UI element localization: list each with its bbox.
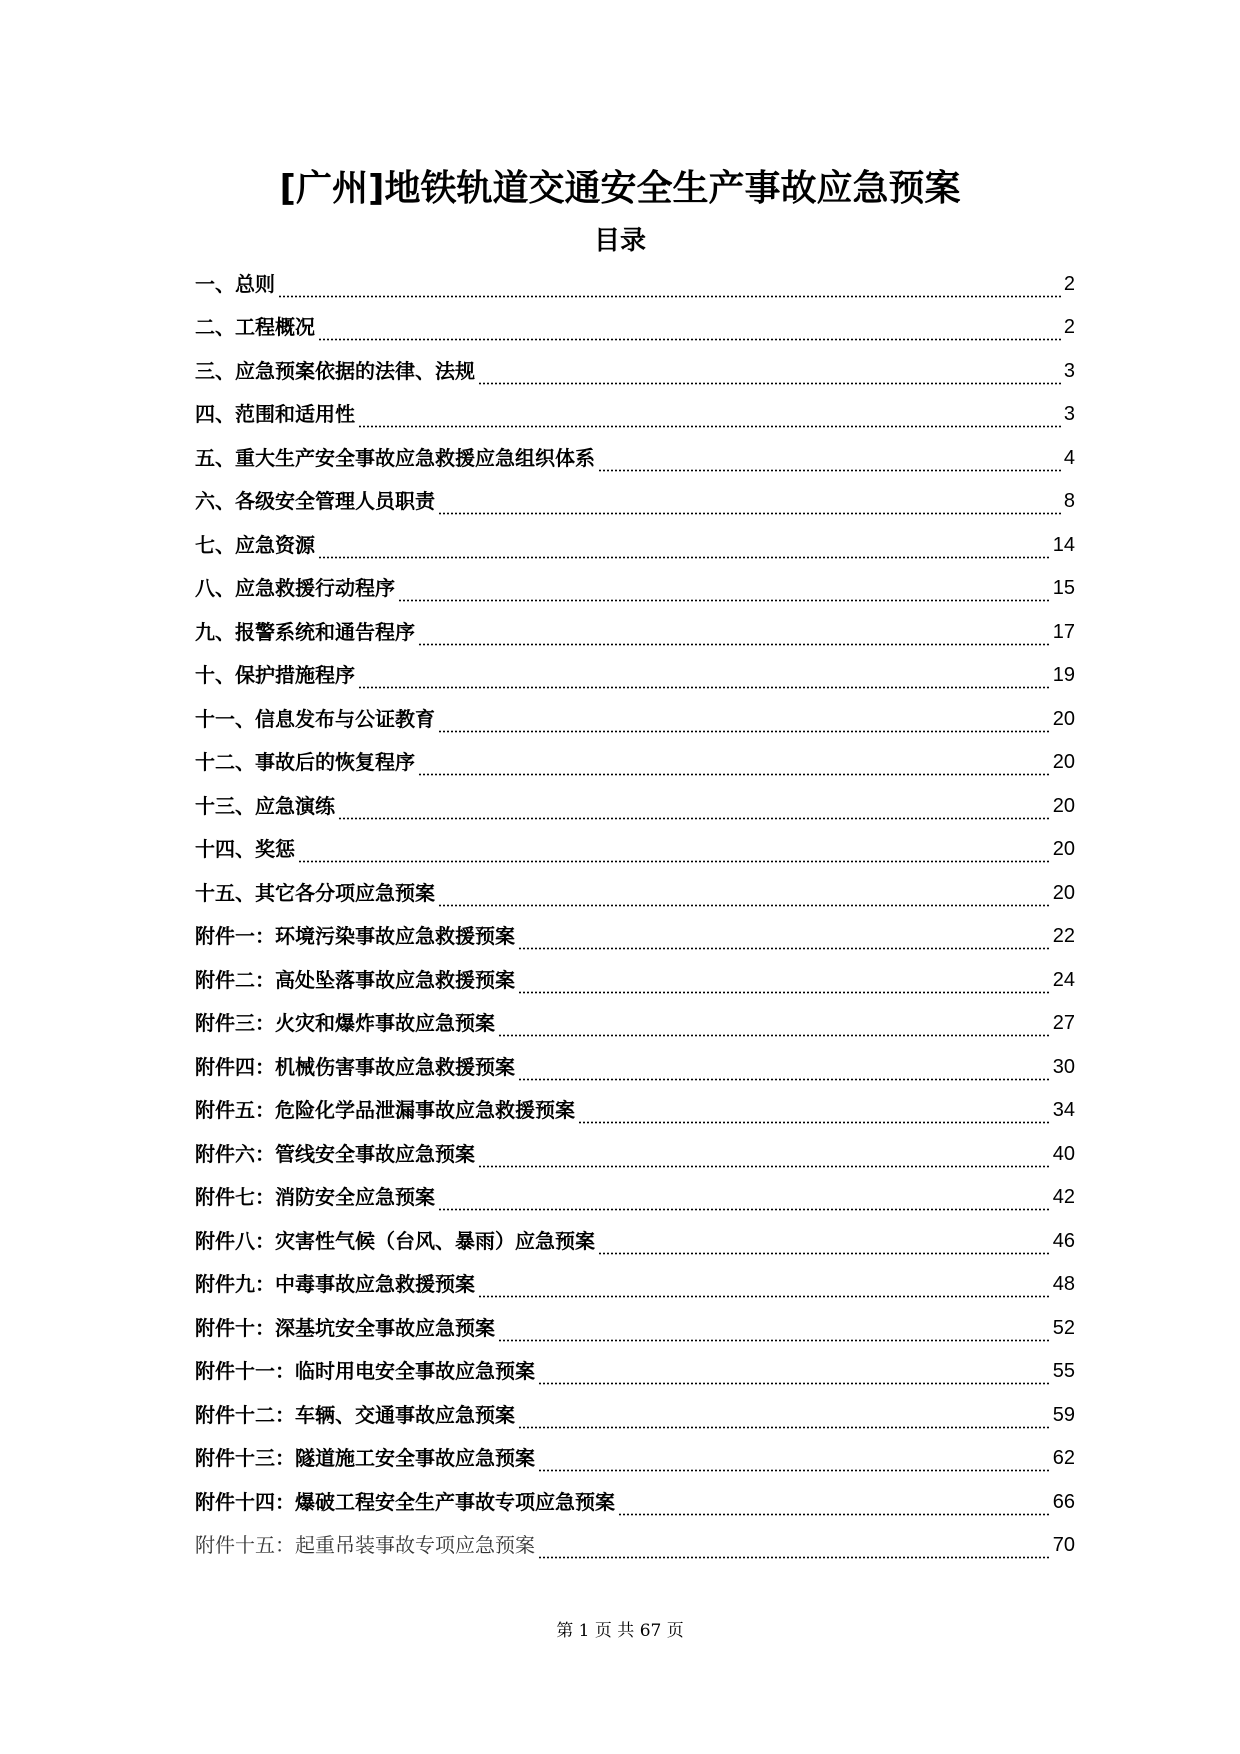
toc-entry-title: 十四、奖惩: [195, 837, 295, 862]
toc-entry-title: 附件十二：车辆、交通事故应急预案: [195, 1402, 515, 1427]
toc-entry[interactable]: [195, 1263, 1075, 1307]
toc-entry[interactable]: [195, 393, 1075, 437]
toc-dot-leader: [618, 1496, 1050, 1516]
toc-page-number: 52: [1052, 1316, 1075, 1339]
toc-entry-title: 附件九：中毒事故应急救援预案: [195, 1272, 475, 1297]
toc-entry[interactable]: [195, 480, 1075, 524]
page-footer: 第 1 页 共 67 页: [556, 1621, 684, 1641]
toc-page-number: 19: [1052, 664, 1075, 687]
toc-page-number: 4: [1063, 446, 1075, 469]
toc-dot-leader: [538, 1539, 1050, 1559]
toc-entry-title: 十五、其它各分项应急预案: [195, 880, 435, 905]
toc-page-number: 30: [1052, 1055, 1075, 1078]
toc-entry-title: 三、应急预案依据的法律、法规: [195, 358, 475, 383]
toc-dot-leader: [438, 713, 1050, 733]
toc-dot-leader: [438, 495, 1061, 515]
toc-entry[interactable]: [195, 1524, 1075, 1568]
toc-entry[interactable]: [195, 741, 1075, 785]
toc-entry[interactable]: [195, 915, 1075, 959]
toc-entry-title: 五、重大生产安全事故应急救援应急组织体系: [195, 445, 595, 470]
toc-dot-leader: [498, 1017, 1050, 1037]
toc-dot-leader: [538, 1365, 1050, 1385]
toc-dot-leader: [278, 278, 1061, 298]
toc-entry-title: 十、保护措施程序: [195, 663, 355, 688]
toc-page-number: 15: [1052, 577, 1075, 600]
toc-dot-leader: [418, 756, 1050, 776]
toc-page-number: 20: [1052, 838, 1075, 861]
toc-entry-title: 七、应急资源: [195, 532, 315, 557]
toc-entry-title: 九、报警系统和通告程序: [195, 619, 415, 644]
toc-entry-title: 附件十五：起重吊装事故专项应急预案: [195, 1533, 535, 1558]
toc-entry[interactable]: [195, 262, 1075, 306]
toc-entry[interactable]: [195, 1176, 1075, 1220]
toc-entry-title: 附件七：消防安全应急预案: [195, 1185, 435, 1210]
toc-page-number: 2: [1063, 272, 1075, 295]
toc-dot-leader: [298, 843, 1050, 863]
toc-entry-title: 附件二：高处坠落事故应急救援预案: [195, 967, 515, 992]
toc-entry[interactable]: [195, 1132, 1075, 1176]
toc-entry[interactable]: [195, 1350, 1075, 1394]
toc-dot-leader: [358, 408, 1061, 428]
toc-page-number: 20: [1052, 881, 1075, 904]
table-of-contents: [195, 262, 1075, 1567]
toc-entry-title: 附件十：深基坑安全事故应急预案: [195, 1315, 495, 1340]
toc-page-number: 27: [1052, 1012, 1075, 1035]
toc-entry-title: 附件十一：临时用电安全事故应急预案: [195, 1359, 535, 1384]
toc-entry[interactable]: [195, 523, 1075, 567]
toc-entry[interactable]: [195, 697, 1075, 741]
toc-entry[interactable]: [195, 828, 1075, 872]
toc-entry[interactable]: [195, 871, 1075, 915]
toc-dot-leader: [598, 1235, 1050, 1255]
toc-page-number: 34: [1052, 1099, 1075, 1122]
toc-dot-leader: [318, 539, 1050, 559]
toc-page-number: 70: [1052, 1534, 1075, 1557]
toc-entry-title: 附件一：环境污染事故应急救援预案: [195, 924, 515, 949]
toc-dot-leader: [478, 365, 1061, 385]
toc-dot-leader: [598, 452, 1061, 472]
toc-page-number: 20: [1052, 707, 1075, 730]
toc-entry-title: 十三、应急演练: [195, 793, 335, 818]
toc-dot-leader: [498, 1322, 1050, 1342]
toc-page-number: 3: [1063, 403, 1075, 426]
toc-page-number: 20: [1052, 794, 1075, 817]
toc-entry[interactable]: [195, 610, 1075, 654]
toc-entry-title: 一、总则: [195, 271, 275, 296]
toc-page-number: 42: [1052, 1186, 1075, 1209]
toc-entry[interactable]: [195, 1045, 1075, 1089]
toc-dot-leader: [438, 1191, 1050, 1211]
toc-entry[interactable]: [195, 1306, 1075, 1350]
toc-dot-leader: [518, 1061, 1050, 1081]
toc-entry[interactable]: [195, 1219, 1075, 1263]
toc-page-number: 3: [1063, 359, 1075, 382]
toc-entry[interactable]: [195, 1089, 1075, 1133]
document-title: [广州]地铁轨道交通安全生产事故应急预案: [279, 168, 961, 209]
toc-entry[interactable]: [195, 1393, 1075, 1437]
toc-dot-leader: [478, 1278, 1050, 1298]
toc-page-number: 40: [1052, 1142, 1075, 1165]
toc-page-number: 2: [1063, 316, 1075, 339]
toc-entry-title: 附件三：火灾和爆炸事故应急预案: [195, 1011, 495, 1036]
toc-page-number: 8: [1063, 490, 1075, 513]
toc-entry-title: 附件六：管线安全事故应急预案: [195, 1141, 475, 1166]
toc-dot-leader: [538, 1452, 1050, 1472]
toc-page-number: 46: [1052, 1229, 1075, 1252]
toc-entry-title: 八、应急救援行动程序: [195, 576, 395, 601]
toc-dot-leader: [578, 1104, 1050, 1124]
toc-entry[interactable]: [195, 654, 1075, 698]
toc-page-number: 17: [1052, 620, 1075, 643]
toc-entry[interactable]: [195, 567, 1075, 611]
toc-entry[interactable]: [195, 436, 1075, 480]
toc-entry-title: 附件五：危险化学品泄漏事故应急救援预案: [195, 1098, 575, 1123]
toc-page-number: 48: [1052, 1273, 1075, 1296]
toc-entry-title: 附件八：灾害性气候（台风、暴雨）应急预案: [195, 1228, 595, 1253]
toc-entry[interactable]: [195, 306, 1075, 350]
toc-dot-leader: [398, 582, 1050, 602]
toc-page-number: 55: [1052, 1360, 1075, 1383]
toc-dot-leader: [518, 1409, 1050, 1429]
toc-entry[interactable]: [195, 1480, 1075, 1524]
toc-page-number: 59: [1052, 1403, 1075, 1426]
toc-dot-leader: [518, 974, 1050, 994]
toc-entry[interactable]: [195, 958, 1075, 1002]
toc-entry-title: 附件十三：隧道施工安全事故应急预案: [195, 1446, 535, 1471]
toc-entry-title: 二、工程概况: [195, 315, 315, 340]
toc-page-number: 20: [1052, 751, 1075, 774]
toc-heading: 目录: [593, 226, 646, 256]
toc-dot-leader: [438, 887, 1050, 907]
toc-dot-leader: [518, 930, 1050, 950]
toc-page-number: 14: [1052, 533, 1075, 556]
toc-entry[interactable]: [195, 1437, 1075, 1481]
toc-entry-title: 附件十四：爆破工程安全生产事故专项应急预案: [195, 1489, 615, 1514]
toc-dot-leader: [418, 626, 1050, 646]
toc-entry-title: 十二、事故后的恢复程序: [195, 750, 415, 775]
toc-page-number: 22: [1052, 925, 1075, 948]
toc-dot-leader: [338, 800, 1050, 820]
toc-entry-title: 附件四：机械伤害事故应急救援预案: [195, 1054, 515, 1079]
toc-entry-title: 十一、信息发布与公证教育: [195, 706, 435, 731]
toc-entry[interactable]: [195, 1002, 1075, 1046]
toc-dot-leader: [358, 669, 1050, 689]
toc-page-number: 62: [1052, 1447, 1075, 1470]
toc-entry-title: 六、各级安全管理人员职责: [195, 489, 435, 514]
toc-entry[interactable]: [195, 784, 1075, 828]
toc-page-number: 24: [1052, 968, 1075, 991]
toc-dot-leader: [318, 321, 1061, 341]
toc-entry-title: 四、范围和适用性: [195, 402, 355, 427]
toc-entry[interactable]: [195, 349, 1075, 393]
toc-dot-leader: [478, 1148, 1050, 1168]
toc-page-number: 66: [1052, 1490, 1075, 1513]
